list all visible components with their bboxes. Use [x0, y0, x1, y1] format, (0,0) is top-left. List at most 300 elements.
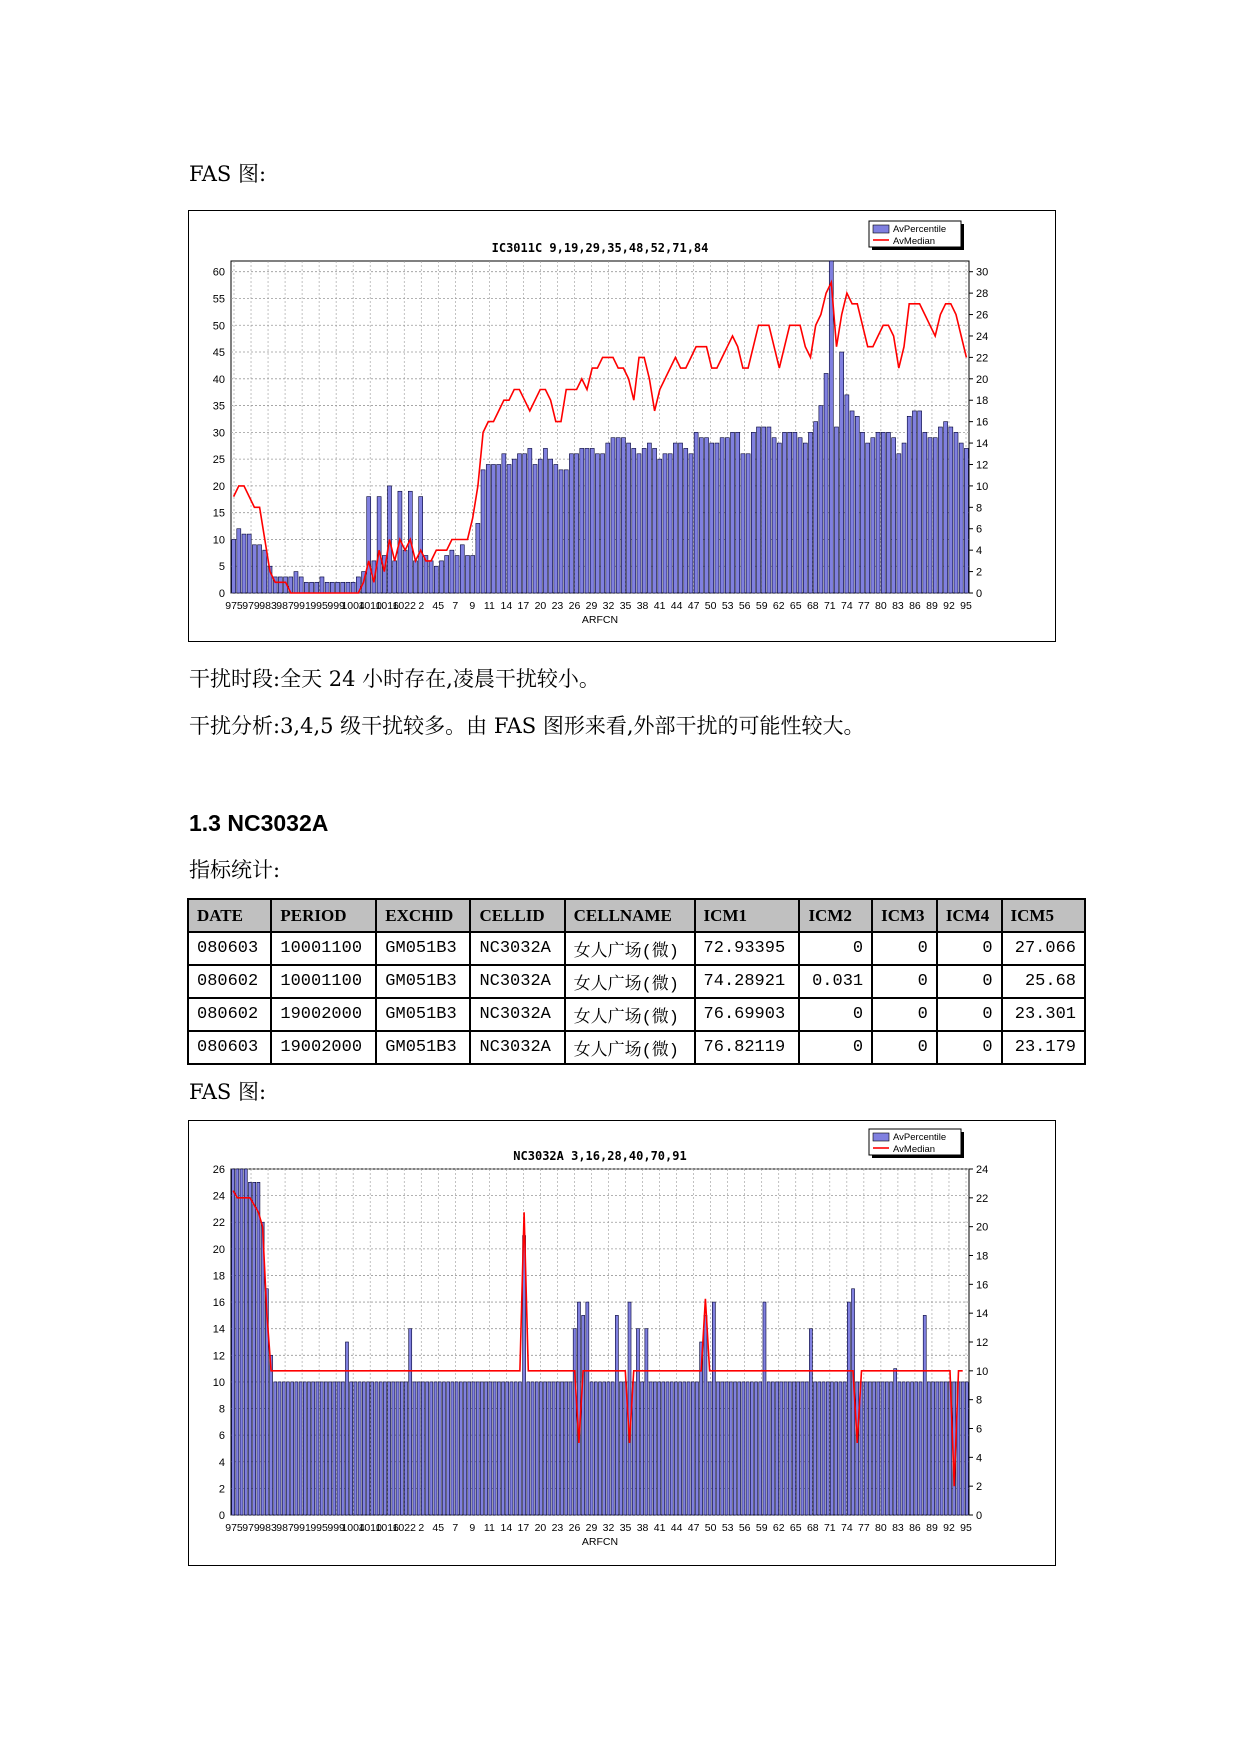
x-tick-label: 1022 [392, 600, 416, 612]
bar [531, 1382, 534, 1515]
x-tick-label: 995 [310, 600, 328, 612]
bar [282, 1382, 285, 1515]
x-tick-label: 2 [418, 600, 425, 612]
bar [325, 582, 329, 593]
x-tick-label: 74 [840, 600, 853, 612]
bar [889, 1382, 892, 1515]
x-tick-label: 20 [534, 600, 547, 612]
bar [965, 1382, 968, 1515]
bar [468, 1382, 471, 1515]
y-left-tick-label: 20 [212, 1243, 225, 1256]
x-tick-label: 44 [670, 1522, 683, 1534]
bar [247, 534, 251, 593]
y-right-tick-label: 18 [976, 1250, 989, 1263]
bar [621, 438, 625, 593]
y-right-tick-label: 10 [976, 480, 989, 493]
legend-label-avmedian: AvMedian [893, 236, 936, 247]
cell-icm2: 0 [799, 932, 872, 965]
bar [911, 1382, 914, 1515]
bar [575, 454, 579, 593]
cell-icm3: 0 [872, 932, 937, 965]
cell-exchid: GM051B3 [376, 932, 470, 965]
y-right-tick-label: 0 [976, 1510, 983, 1522]
bar [580, 448, 584, 593]
y-left-tick-label: 8 [218, 1403, 225, 1416]
bar [637, 454, 641, 593]
bar [518, 1382, 521, 1515]
x-tick-label: 991 [293, 1522, 311, 1534]
bar [278, 577, 282, 593]
y-right-tick-label: 26 [976, 309, 989, 322]
bar [670, 1382, 673, 1515]
bar [772, 438, 776, 593]
bar [607, 1382, 610, 1515]
x-tick-label: 26 [568, 1522, 581, 1534]
x-axis-label: ARFCN [581, 614, 619, 626]
y-left-tick-label: 26 [212, 1164, 225, 1176]
x-tick-label: 2 [418, 1522, 425, 1534]
x-tick-label: 1010 [358, 1522, 382, 1534]
bar [961, 1382, 964, 1515]
bar [354, 1382, 357, 1515]
cell-exchid: GM051B3 [376, 965, 470, 998]
bar [274, 1382, 277, 1515]
x-tick-label: 41 [653, 600, 666, 612]
bar [915, 1382, 918, 1515]
bar [907, 416, 911, 593]
bar [497, 464, 501, 593]
y-left-tick-label: 16 [212, 1297, 225, 1310]
bar [295, 1382, 298, 1515]
bar [611, 438, 615, 593]
x-tick-label: 95 [960, 1522, 972, 1534]
x-tick-label: 987 [276, 600, 294, 612]
bar [240, 1169, 243, 1515]
bar [237, 529, 241, 593]
bar [803, 443, 807, 593]
y-left-tick-label: 14 [212, 1323, 225, 1336]
cell-cellname: 女人广场(微) [565, 965, 695, 998]
x-tick-label: 979 [242, 600, 260, 612]
cell-icm5: 23.301 [1002, 998, 1085, 1031]
y-right-tick-label: 0 [976, 588, 983, 600]
x-tick-label: 991 [293, 600, 311, 612]
bar [847, 1302, 850, 1515]
bar [278, 1382, 281, 1515]
bar [964, 448, 968, 593]
bar [679, 1382, 682, 1515]
y-left-tick-label: 10 [212, 534, 225, 547]
bar [367, 1382, 370, 1515]
x-tick-label: 50 [704, 600, 717, 612]
bar [954, 432, 958, 593]
fas-chart-2 [188, 1120, 1056, 1566]
legend-label-avmedian: AvMedian [893, 1144, 936, 1155]
x-tick-label: 11 [483, 1522, 495, 1534]
x-tick-label: 38 [636, 600, 649, 612]
bar [636, 1329, 639, 1515]
y-right-tick-label: 2 [976, 566, 983, 579]
bar [320, 1382, 323, 1515]
bar [455, 556, 459, 593]
cell-icm3: 0 [872, 1031, 937, 1064]
bar [421, 1382, 424, 1515]
y-right-tick-label: 18 [976, 395, 989, 408]
x-tick-label: 45 [432, 600, 445, 612]
cell-icm4: 0 [937, 932, 1002, 965]
cell-cellid: NC3032A [470, 1031, 564, 1064]
chart-title: IC3011C 9,19,29,35,48,52,71,84 [491, 241, 709, 255]
bar [244, 1169, 247, 1515]
bar [822, 1382, 825, 1515]
bar [668, 454, 672, 593]
x-tick-label: 68 [806, 600, 819, 612]
bar [712, 1302, 715, 1515]
x-tick-label: 7 [452, 600, 459, 612]
interference-period-text: 干扰时段:全天 24 小时存在,凌晨干扰较小。 [189, 667, 600, 691]
cell-date: 080603 [188, 932, 271, 965]
bar [310, 582, 314, 593]
bar [830, 1382, 833, 1515]
bar [263, 550, 267, 593]
y-right-tick-label: 24 [976, 1164, 989, 1176]
y-right-tick-label: 24 [976, 330, 989, 343]
bar [788, 1382, 791, 1515]
bar [918, 411, 922, 593]
bar [710, 443, 714, 593]
cell-cellid: NC3032A [470, 932, 564, 965]
bar [413, 1382, 416, 1515]
table-row [188, 1031, 1085, 1064]
bar [864, 1382, 867, 1515]
bar [881, 1382, 884, 1515]
bar [949, 427, 953, 593]
x-tick-label: 979 [242, 1522, 260, 1534]
bar [569, 454, 573, 593]
bar [590, 448, 594, 593]
bar [330, 582, 334, 593]
bar [569, 1382, 572, 1515]
bar [405, 1382, 408, 1515]
x-tick-label: 92 [943, 1522, 955, 1534]
bar [944, 1382, 947, 1515]
y-left-tick-label: 12 [212, 1350, 225, 1363]
cell-cellid: NC3032A [470, 998, 564, 1031]
bar [705, 438, 709, 593]
y-right-tick-label: 14 [976, 1308, 989, 1321]
bar [777, 443, 781, 593]
cell-exchid: GM051B3 [376, 998, 470, 1031]
x-tick-label: 56 [738, 600, 751, 612]
bar [471, 556, 475, 593]
bar [898, 1382, 901, 1515]
bar [552, 1382, 555, 1515]
bar [923, 1315, 926, 1515]
x-tick-label: 74 [840, 1522, 853, 1534]
bar [388, 1382, 391, 1515]
x-tick-label: 71 [823, 600, 836, 612]
bar [923, 432, 927, 593]
y-right-tick-label: 16 [976, 1279, 989, 1292]
x-tick-label: 23 [551, 600, 564, 612]
x-tick-label: 35 [619, 1522, 632, 1534]
bar [793, 432, 797, 593]
bar [658, 459, 662, 593]
bar [704, 1315, 707, 1515]
bar [653, 448, 657, 593]
legend-swatch-avpercentile [873, 1133, 889, 1141]
y-left-tick-label: 4 [218, 1456, 225, 1469]
x-tick-label: 62 [772, 600, 785, 612]
cell-icm1: 76.69903 [695, 998, 800, 1031]
bar [434, 1382, 437, 1515]
x-axis-label: ARFCN [581, 1536, 619, 1548]
bar [616, 438, 620, 593]
bar [809, 1329, 812, 1515]
bar [429, 561, 433, 593]
bar [824, 373, 828, 593]
bar [460, 545, 464, 593]
bar [928, 438, 932, 593]
bar [755, 1382, 758, 1515]
bar [649, 1382, 652, 1515]
x-tick-label: 53 [721, 600, 734, 612]
x-tick-label: 9 [469, 1522, 476, 1534]
cell-icm4: 0 [937, 1031, 1002, 1064]
y-right-tick-label: 8 [976, 1394, 983, 1407]
cell-icm4: 0 [937, 998, 1002, 1031]
header-date: DATE [188, 899, 271, 932]
x-tick-label: 11 [483, 600, 495, 612]
bar [434, 566, 438, 593]
bar [383, 1382, 386, 1515]
x-tick-label: 92 [943, 600, 955, 612]
interference-analysis-text: 干扰分析:3,4,5 级干扰较多。由 FAS 图形来看,外部干扰的可能性较大。 [189, 714, 865, 738]
bar [485, 1382, 488, 1515]
bar [315, 582, 319, 593]
x-tick-label: 80 [875, 600, 887, 612]
bar [324, 1382, 327, 1515]
bar [232, 1169, 235, 1515]
bar [615, 1315, 618, 1515]
bar [400, 1382, 403, 1515]
bar [459, 1382, 462, 1515]
y-right-tick-label: 2 [976, 1481, 983, 1494]
x-tick-label: 95 [960, 600, 972, 612]
x-tick-label: 23 [551, 1522, 564, 1534]
bar [590, 1382, 593, 1515]
cell-exchid: GM051B3 [376, 1031, 470, 1064]
y-left-tick-label: 35 [212, 400, 225, 413]
x-tick-label: 14 [500, 600, 513, 612]
y-left-tick-label: 60 [212, 266, 225, 279]
bar [819, 406, 823, 593]
x-tick-label: 1016 [375, 600, 399, 612]
section-heading: 1.3 NC3032A [189, 810, 329, 836]
cell-icm2: 0.031 [799, 965, 872, 998]
y-left-tick-label: 10 [212, 1376, 225, 1389]
y-left-tick-label: 15 [212, 507, 225, 520]
bar [708, 1382, 711, 1515]
bar [564, 470, 568, 593]
x-tick-label: 995 [310, 1522, 328, 1534]
bar [695, 1382, 698, 1515]
x-tick-label: 47 [687, 600, 700, 612]
bar [481, 470, 485, 593]
header-cellid: CELLID [470, 899, 564, 932]
x-tick-label: 59 [755, 1522, 768, 1534]
x-tick-label: 35 [619, 600, 632, 612]
bar [346, 582, 350, 593]
x-tick-label: 89 [926, 600, 938, 612]
bar [720, 438, 724, 593]
bar [252, 545, 256, 593]
bar [257, 1182, 260, 1515]
bar [396, 1382, 399, 1515]
y-right-tick-label: 12 [976, 459, 989, 472]
stats-label: 指标统计: [189, 858, 281, 882]
bar [333, 1382, 336, 1515]
bar [286, 1382, 289, 1515]
x-tick-label: 77 [858, 1522, 870, 1534]
bar [439, 561, 443, 593]
y-left-tick-label: 55 [212, 293, 225, 306]
bar [742, 1382, 745, 1515]
bar [539, 1382, 542, 1515]
fas-chart-1-svg [189, 211, 1055, 641]
bar [392, 1382, 395, 1515]
bar [556, 1382, 559, 1515]
x-tick-label: 89 [926, 1522, 938, 1534]
bar [367, 497, 371, 593]
bar [248, 1182, 251, 1515]
bar [721, 1382, 724, 1515]
bar [535, 1382, 538, 1515]
cell-icm3: 0 [872, 998, 937, 1031]
bar [628, 1302, 631, 1515]
bar [729, 1382, 732, 1515]
bar [514, 1382, 517, 1515]
bar [944, 422, 948, 593]
bar [797, 1382, 800, 1515]
x-tick-label: 14 [500, 1522, 513, 1534]
y-right-tick-label: 10 [976, 1365, 989, 1378]
bar [442, 1382, 445, 1515]
x-tick-label: 47 [687, 1522, 700, 1534]
bar [544, 1382, 547, 1515]
y-left-tick-label: 2 [218, 1483, 225, 1496]
bar [371, 1382, 374, 1515]
bar [927, 1382, 930, 1515]
bar [938, 427, 942, 593]
bar [829, 261, 833, 593]
bar [835, 1382, 838, 1515]
bar [876, 432, 880, 593]
x-tick-label: 50 [704, 1522, 717, 1534]
y-right-tick-label: 20 [976, 1221, 989, 1234]
x-tick-label: 86 [909, 1522, 921, 1534]
bar [691, 1382, 694, 1515]
bar [736, 432, 740, 593]
bar [438, 1382, 441, 1515]
header-icm1: ICM1 [695, 899, 800, 932]
bar [679, 443, 683, 593]
y-left-tick-label: 30 [212, 427, 225, 440]
x-tick-label: 7 [452, 1522, 459, 1534]
header-icm5: ICM5 [1002, 899, 1085, 932]
bar [750, 1382, 753, 1515]
y-right-tick-label: 6 [976, 523, 983, 536]
bar [447, 1382, 450, 1515]
bar [850, 411, 854, 593]
x-tick-label: 983 [259, 1522, 277, 1534]
cell-icm2: 0 [799, 1031, 872, 1064]
bar [464, 1382, 467, 1515]
bar [506, 1382, 509, 1515]
bar [845, 395, 849, 593]
bar [881, 432, 885, 593]
bar [855, 416, 859, 593]
header-period: PERIOD [271, 899, 376, 932]
cell-date: 080603 [188, 1031, 271, 1064]
bar [674, 1382, 677, 1515]
y-left-tick-label: 0 [218, 1510, 225, 1522]
y-right-tick-label: 12 [976, 1337, 989, 1349]
bar [662, 1382, 665, 1515]
cell-icm1: 76.82119 [695, 1031, 800, 1064]
header-cellname: CELLNAME [565, 899, 695, 932]
y-right-tick-label: 4 [976, 1452, 983, 1465]
bar [417, 1382, 420, 1515]
x-tick-label: 1022 [392, 1522, 416, 1534]
bar [767, 1382, 770, 1515]
legend-label-avpercentile: AvPercentile [893, 224, 947, 235]
bar [871, 438, 875, 593]
y-left-tick-label: 20 [212, 480, 225, 493]
bar [358, 1382, 361, 1515]
bar [894, 1369, 897, 1515]
bar [451, 1382, 454, 1515]
bar [329, 1382, 332, 1515]
bar [873, 1382, 876, 1515]
bar [409, 1329, 412, 1515]
x-tick-label: 53 [721, 1522, 734, 1534]
bar [792, 1382, 795, 1515]
bar [350, 1382, 353, 1515]
x-tick-label: 1004 [341, 600, 365, 612]
bar [839, 1382, 842, 1515]
bar [694, 432, 698, 593]
bar [270, 1355, 273, 1515]
bar [642, 448, 646, 593]
cell-date: 080602 [188, 998, 271, 1031]
table-row [188, 998, 1085, 1031]
bar [312, 1382, 315, 1515]
bar [641, 1382, 644, 1515]
cell-icm2: 0 [799, 998, 872, 1031]
x-tick-label: 20 [534, 1522, 547, 1534]
x-tick-label: 65 [789, 1522, 802, 1534]
cell-cellname: 女人广场(微) [565, 1031, 695, 1064]
bar [316, 1382, 319, 1515]
bar [683, 1382, 686, 1515]
bar [472, 1382, 475, 1515]
bar [480, 1382, 483, 1515]
y-left-tick-label: 6 [218, 1430, 225, 1443]
bar [476, 523, 480, 593]
bar [375, 1382, 378, 1515]
bar [419, 497, 423, 593]
